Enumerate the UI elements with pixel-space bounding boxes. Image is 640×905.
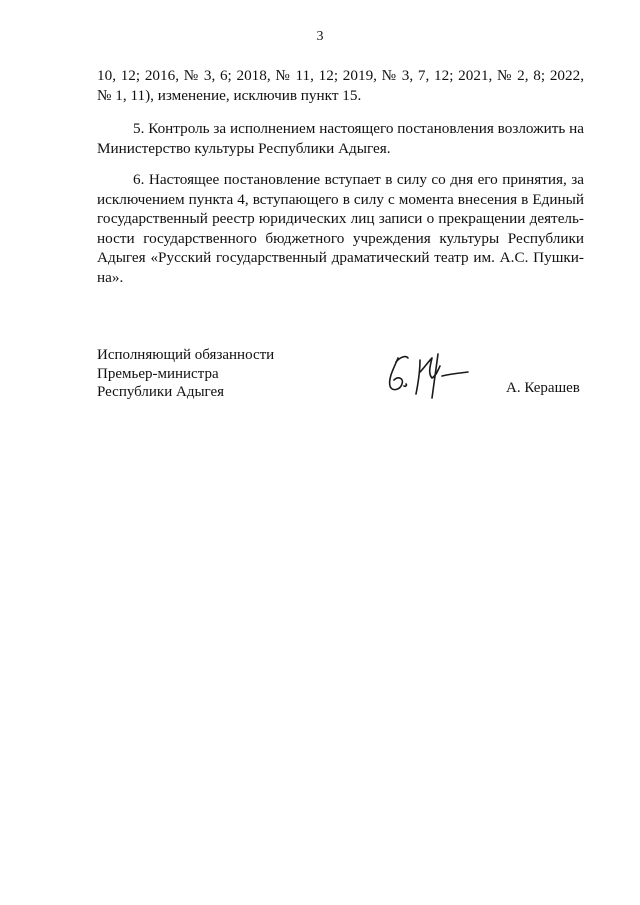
paragraph-line: исключением пункта 4, вступающего в силу с момента внесения в Единый	[97, 190, 584, 208]
signer-position	[97, 346, 274, 402]
paragraph-item-5	[97, 119, 584, 158]
paragraph-line: Адыгея «Русский государственный драматический театр им. А.С. Пушки-	[97, 249, 584, 267]
signer-position-line: Республики Адыгея	[97, 384, 225, 401]
signer-position-line: Исполняющий обязанности	[97, 347, 275, 363]
signer-name: А. Керашев	[506, 380, 580, 396]
paragraph-item-6	[97, 170, 584, 288]
paragraph-line: 5. Контроль за исполнением настоящего постановления возложить на	[133, 120, 584, 137]
paragraph-line: 6. Настоящее постановление вступает в силу со дня его принятия, за	[133, 171, 584, 188]
paragraph-amendment-continuation	[97, 66, 584, 105]
paragraph-line: на».	[97, 268, 124, 286]
paragraph-line: 10, 12; 2016, № 3, 6; 2018, № 11, 12; 2019, № 3, 7, 12; 2021, № 2, 8; 2022,	[97, 67, 584, 84]
signer-position-line: Премьер-министра	[97, 365, 219, 382]
page-number: 3	[316, 29, 324, 44]
paragraph-line: государственный реестр юридических лиц записи о прекращении деятель-	[97, 210, 584, 228]
handwritten-signature	[380, 340, 475, 410]
paragraph-line: ности государственного бюджетного учреждения культуры Республики	[97, 229, 584, 247]
paragraph-line: № 1, 11), изменение, исключив пункт 15.	[97, 86, 362, 104]
paragraph-line: Министерство культуры Республики Адыгея.	[97, 139, 391, 157]
